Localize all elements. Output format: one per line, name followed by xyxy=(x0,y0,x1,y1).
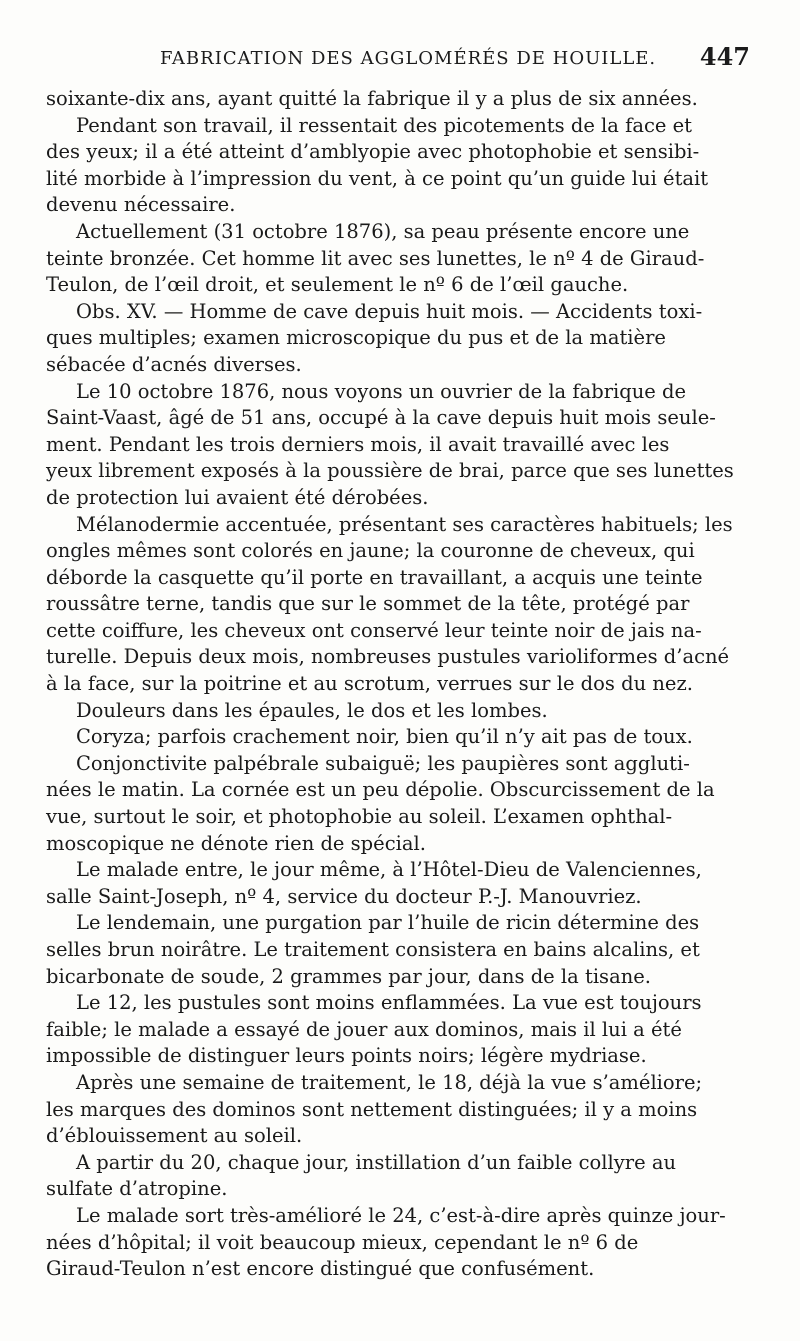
paragraph-coryza: Coryza; parfois crachement noir, bien qu’il n’y ait pas de toux. xyxy=(76,725,693,749)
paragraph-discharge: Le malade sort très-amélioré le 24, c’est-à-dire après quinze jour- nées d’hôpital; il voit beaucoup mieux, cependant le nº 6 de Giraud-Teulon n’est encore distingué que confusément. xyxy=(46,1203,726,1281)
paragraph-pains: Douleurs dans les épaules, le dos et les lombes. xyxy=(76,698,548,722)
paragraph-conjunctivitis: Conjonctivite palpébrale subaiguë; les paupières sont aggluti- nées le matin. La cornée est un peu dépolie. Obscurcissement de la vue, surtout le soir, et photophobie au soleil. L’examen ophthal- moscopique ne dénote rien de spécial. xyxy=(46,751,715,855)
paragraph-symptoms: Pendant son travail, il ressentait des picotements de la face et des yeux; il a été atteint d’amblyopie avec photophobie et sensibi- lité morbide à l’impression du vent, à ce point qu’un guide lui était devenu nécessaire. xyxy=(46,113,709,217)
paragraph-case-intro: Le 10 octobre 1876, nous voyons un ouvrier de la fabrique de Saint-Vaast, âgé de 51 ans, occupé à la cave depuis huit mois seule- ment. Pendant les trois derniers mois, il avait travaillé avec les yeux librement exposés à la poussière de brai, parce que ses lunettes de protection lui avaient été dérobées. xyxy=(46,379,734,509)
running-title: FABRICATION DES AGGLOMÉRÉS DE HOUILLE. xyxy=(160,48,657,69)
paragraph-current-state: Actuellement (31 octobre 1876), sa peau présente encore une teinte bronzée. Cet homme lit avec ses lunettes, le nº 4 de Giraud- Teulon, de l’œil droit, et seulement le nº 6 de l’œil gauche. xyxy=(46,219,705,297)
paragraph-day-20: A partir du 20, chaque jour, instillation d’un faible collyre au sulfate d’atropine. xyxy=(46,1150,677,1201)
page-number: 447 xyxy=(699,42,750,71)
observation-heading: Obs. XV. — Homme de cave depuis huit mois. — Accidents toxi- ques multiples; examen microscopique du pus et de la matière sébacée d’acnés diverses. xyxy=(46,299,703,376)
paragraph-day-12: Le 12, les pustules sont moins enflammées. La vue est toujours faible; le malade a essayé de jouer aux dominos, mais il lui a été impossible de distinguer leurs points noirs; légère mydriase. xyxy=(46,991,702,1068)
body-text xyxy=(46,86,748,1283)
paragraph-admission: Le malade entre, le jour même, à l’Hôtel-Dieu de Valenciennes, salle Saint-Joseph, nº 4, service du docteur P.-J. Manouvriez. xyxy=(46,858,702,908)
paragraph-treatment: Le lendemain, une purgation par l’huile de ricin détermine des selles brun noirâtre. Le traitement consistera en bains alcalins, et bicarbonate de soude, 2 grammes par jour, dans de la tisane. xyxy=(46,911,700,988)
paragraph-day-18: Après une semaine de traitement, le 18, déjà la vue s’améliore; les marques des dominos sont nettement distinguées; il y a moins d’éblouissement au soleil. xyxy=(46,1070,703,1148)
paragraph-continuation: soixante-dix ans, ayant quitté la fabrique il y a plus de six années. xyxy=(46,87,698,110)
paragraph-melanodermia: Mélanodermie accentuée, présentant ses caractères habituels; les ongles mêmes sont colorés en jaune; la couronne de cheveux, qui déborde la casquette qu’il porte en travaillant, a acquis une teinte roussâtre terne, tandis que sur le sommet de la tête, protégé par cette coiffure, les cheveux ont conservé leur teinte noir de jais na- turelle. Depuis deux mois, nombreuses pustules varioliformes d’acné à la face, sur la poitrine et au scrotum, verrues sur le dos du nez. xyxy=(46,512,733,696)
running-head xyxy=(60,42,750,76)
